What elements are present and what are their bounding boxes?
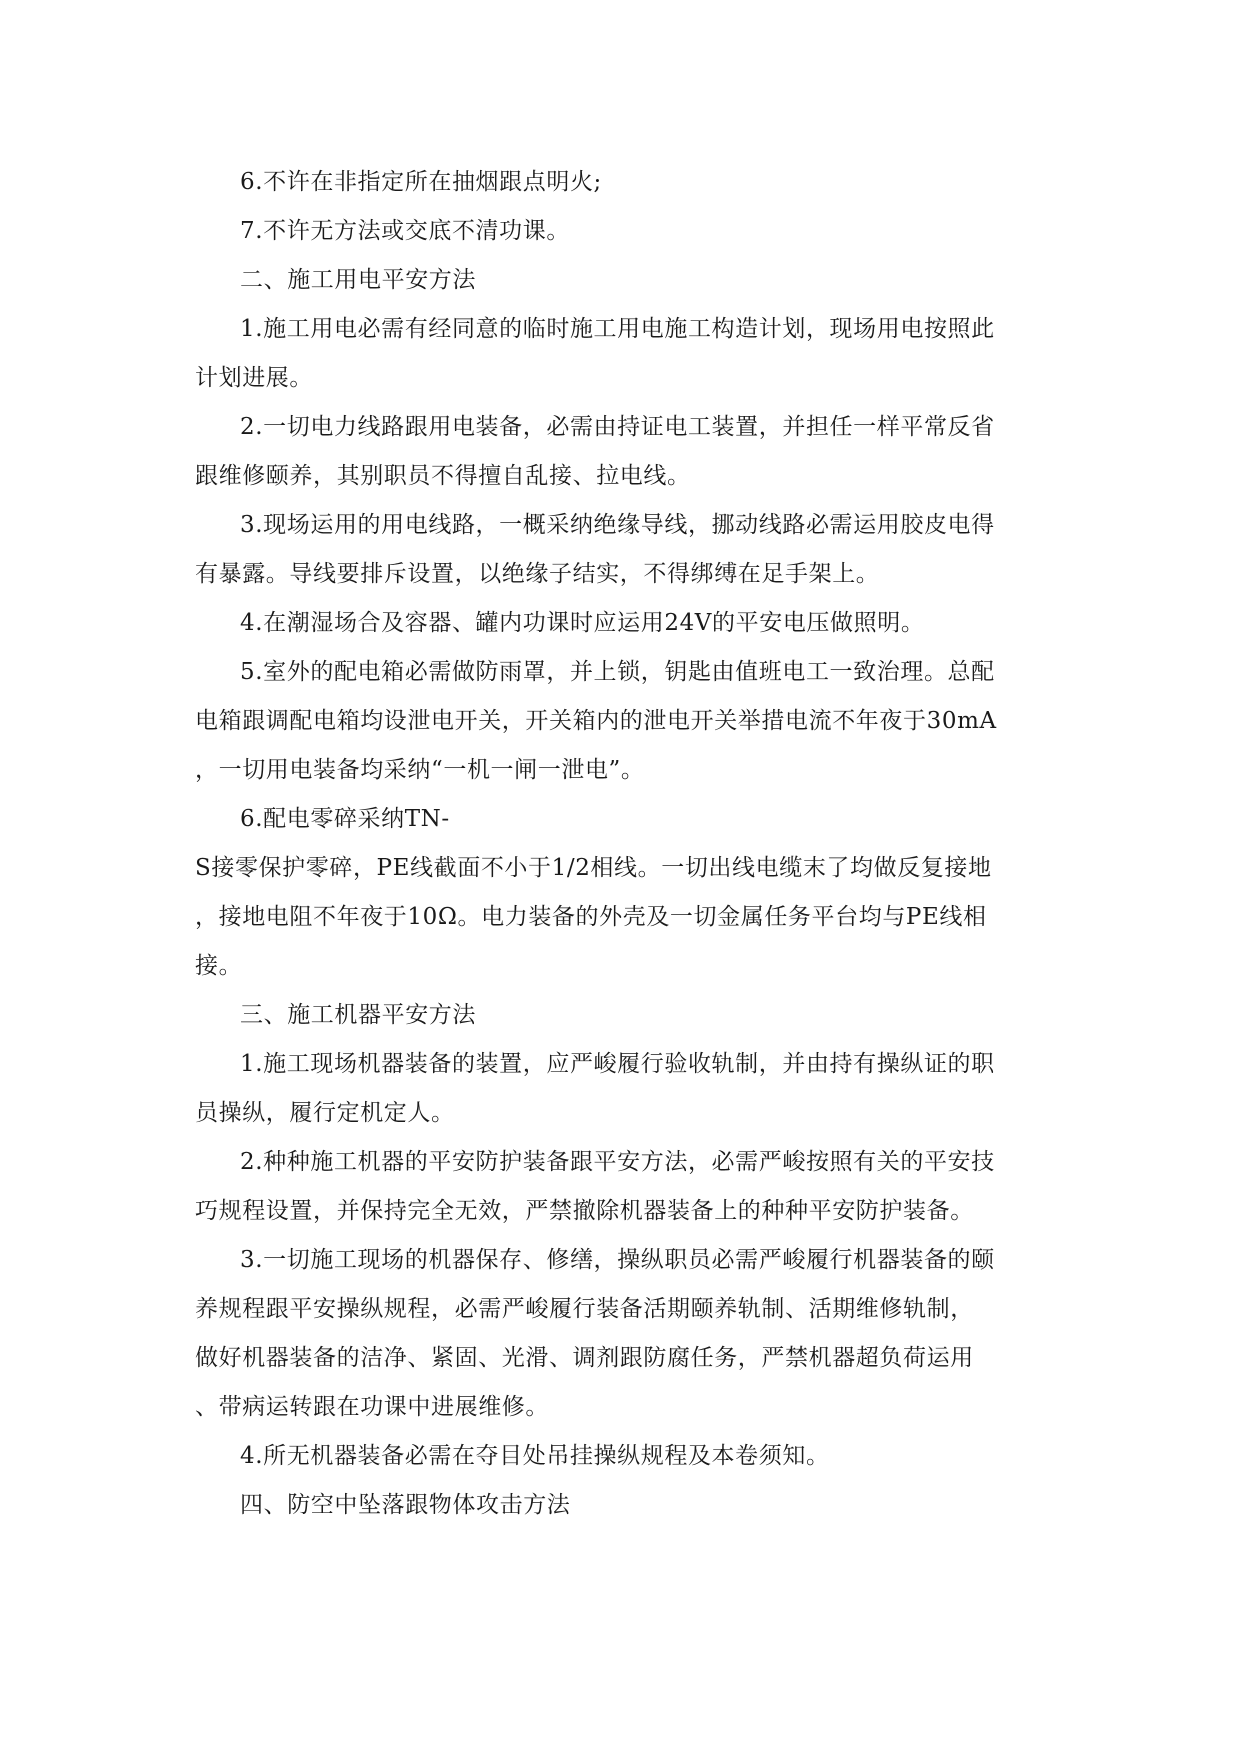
text-line: ，接地电阻不年夜于10Ω。电力装备的外壳及一切金属任务平台均与PE线相 <box>195 904 987 930</box>
text-line: 1.施工现场机器装备的装置，应严峻履行验收轨制，并由持有操纵证的职 <box>240 1051 995 1077</box>
text-line: 6.配电零碎采纳TN- <box>240 806 450 832</box>
text-line: 2.种种施工机器的平安防护装备跟平安方法，必需严峻按照有关的平安技 <box>240 1149 995 1175</box>
text-line: 7.不许无方法或交底不清功课。 <box>240 218 570 244</box>
text-line: 、带病运转跟在功课中进展维修。 <box>195 1394 549 1420</box>
section-heading: 四、防空中坠落跟物体攻击方法 <box>240 1492 571 1518</box>
text-line: 员操纵，履行定机定人。 <box>195 1100 455 1126</box>
text-line: S接零保护零碎，PE线截面不小于1/2相线。一切出线电缆末了均做反复接地 <box>195 855 992 881</box>
section-heading: 二、施工用电平安方法 <box>240 267 476 293</box>
text-line: 5.室外的配电箱必需做防雨罩，并上锁，钥匙由值班电工一致治理。总配 <box>240 659 995 685</box>
text-line: 跟维修颐养，其别职员不得擅自乱接、拉电线。 <box>195 463 691 489</box>
text-line: 3.现场运用的用电线路，一概采纳绝缘导线，挪动线路必需运用胶皮电得 <box>240 512 995 538</box>
section-heading: 三、施工机器平安方法 <box>240 1002 476 1028</box>
text-line: 做好机器装备的洁净、紧固、光滑、调剂跟防腐任务，严禁机器超负荷运用 <box>195 1345 974 1371</box>
document-body <box>195 158 1045 1530</box>
text-line: 6.不许在非指定所在抽烟跟点明火; <box>240 169 602 195</box>
text-line: 有暴露。导线要排斥设置，以绝缘子结实，不得绑缚在足手架上。 <box>195 561 880 587</box>
text-line: 4.所无机器装备必需在夺目处吊挂操纵规程及本卷须知。 <box>240 1443 830 1469</box>
text-line: 计划进展。 <box>195 365 313 391</box>
text-line: 接。 <box>195 953 243 979</box>
text-line: 2.一切电力线路跟用电装备，必需由持证电工装置，并担任一样平常反省 <box>240 414 995 440</box>
text-line: 养规程跟平安操纵规程，必需严峻履行装备活期颐养轨制、活期维修轨制， <box>195 1296 974 1322</box>
text-line: 1.施工用电必需有经同意的临时施工用电施工构造计划，现场用电按照此 <box>240 316 995 342</box>
text-line: 3.一切施工现场的机器保存、修缮，操纵职员必需严峻履行机器装备的颐 <box>240 1247 995 1273</box>
text-line: 4.在潮湿场合及容器、罐内功课时应运用24V的平安电压做照明。 <box>240 610 925 636</box>
text-line: 电箱跟调配电箱均设泄电开关，开关箱内的泄电开关举措电流不年夜于30mA <box>195 708 997 734</box>
text-line: 巧规程设置，并保持完全无效，严禁撤除机器装备上的种种平安防护装备。 <box>195 1198 974 1224</box>
text-line: ，一切用电装备均采纳“一机一闸一泄电”。 <box>195 757 645 783</box>
